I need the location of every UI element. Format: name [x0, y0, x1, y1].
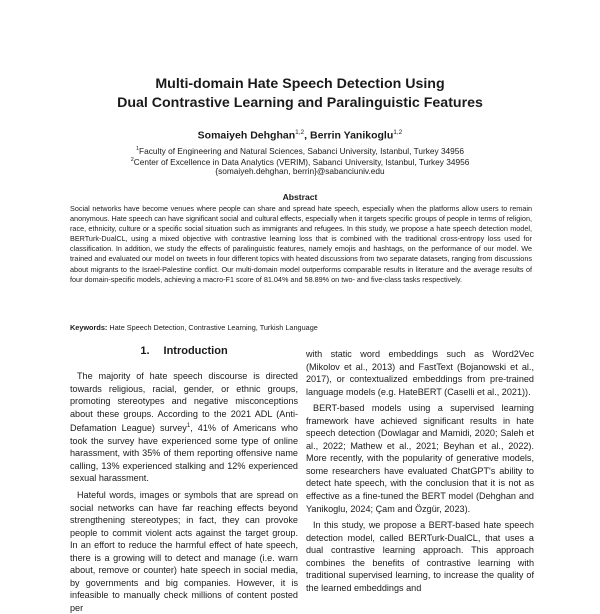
author-email: {somaiyeh.dehghan, berrin}@sabanciuniv.edu — [215, 166, 385, 176]
author-affiliation-mark: 1,2 — [295, 129, 305, 136]
section-heading — [70, 344, 298, 358]
title-line-1: Multi-domain Hate Speech Detection Using — [155, 76, 445, 92]
keywords-label: Keywords: — [70, 323, 108, 332]
section-number: 1. — [140, 345, 150, 357]
right-column — [306, 348, 534, 594]
affiliation-text: Center of Excellence in Data Analytics (VERIM), Sabanci University, Istanbul, Turkey 34956 — [133, 156, 470, 167]
intro-paragraph-5: In this study, we propose a BERT-based hate speech detection model, called BERTurk-DualCL, that uses a dual contrastive learning approach. This approach combines the benefits of contrastive learning with traditional supervised learning, to increase the quality of the learned embeddings and — [306, 520, 534, 593]
intro-paragraph-2: Hateful words, images or symbols that are spread on social networks can have far reaching effects beyond strengthening stereotypes; in fact, they can provoke people to commit violent acts against the target group. In an effort to reduce the harmful effect of hate speech, there is a growing will to detect and manage (i.e. warn about, remove or counter) hate speech in social media, by governments and big companies. However, it is infeasible to manually check millions of content posted per — [70, 489, 298, 613]
keywords-text: Hate Speech Detection, Contrastive Learning, Turkish Language — [107, 323, 318, 332]
affiliation-text: Faculty of Engineering and Natural Sciences, Sabanci University, Istanbul, Turkey 34956 — [139, 145, 465, 156]
title-line-2: Dual Contrastive Learning and Paralinguistic Features — [117, 95, 483, 111]
abstract-text: Social networks have become venues where people can share and spread hate speech, especially when the platforms allow users to remain anonymous. Hate speech can have significant social and cultural effects, especially when it targets specific groups of people in terms of religion, race, ethnicity, culture or a specific social situation such as immigrants and refugees. In this study, we propose a hate speech detection model, BERTurk-DualCL, using a mixed objective with contrastive learning loss that is combined with the traditional cross-entropy loss used for classification. In addition, we study the effects of paralinguistic features, namely emojis and hashtags, on the performance of our model. We trained and evaluated our model on tweets in four different topics with heated discussions from two separate datasets, ranging from discussions about migrants to the Israel-Palestine conflict. Our multi-domain model outperforms comparable results in literature and the average results of four domain-specific models, achieving a macro-F1 score of 81.04% and 58.89% on two- and five-class tasks respectively. — [70, 204, 532, 284]
keywords — [70, 323, 532, 333]
intro-paragraph-3: with static word embeddings such as Word2Vec (Mikolov et al., 2013) and FastText (Bojanowski et al., 2017), or contextualized embeddings from pre-trained language models (e.g. HateBERT (Caselli et al., 2021)). — [306, 349, 534, 397]
section-title: Introduction — [163, 345, 228, 357]
author-name: Somaiyeh Dehghan — [197, 129, 296, 142]
author-affiliation-mark: 1,2 — [393, 129, 403, 136]
affiliation-mark: 2 — [130, 157, 134, 163]
intro-paragraph-1-part-a: The majority of hate speech discourse is directed towards religious, racial, gender, or ethnic groups, promoting stereotypes and negative misconceptions about these groups. According to the 2021 ADL (Anti-Defamation League) survey — [70, 371, 298, 434]
paper-title — [0, 75, 600, 113]
intro-paragraph-4: BERT-based models using a supervised learning framework have achieved significant results in hate speech detection (Dowlagar and Mamidi, 2020; Saleh et al., 2022; Mathew et al., 2021; Beyhan et al., 2022). More recently, with the popularity of generative models, some researchers have evaluated ChatGPT's ability to detect hate speech, with the conclusion that it is not as effective as a fine-tuned the BERT model (Dehghan and Yanikoglu, 2024; Çam and Özgür, 2023). — [306, 403, 534, 514]
left-column — [70, 344, 298, 614]
author-name: Berrin Yanikoglu — [310, 129, 394, 142]
abstract-heading: Abstract — [282, 192, 318, 202]
author-list — [0, 129, 600, 142]
footnote-mark: 1 — [186, 423, 191, 430]
affiliation-mark: 1 — [135, 146, 140, 152]
author-separator: , — [304, 129, 311, 142]
intro-paragraph-1-part-b: , 41% of Americans who took the survey have experienced some type of online harassment, with 35% of them reporting offensive name calling, 13% experienced stalking and 12% experienced sexual harassment. — [70, 423, 298, 484]
intro-paragraph-1 — [70, 370, 298, 485]
